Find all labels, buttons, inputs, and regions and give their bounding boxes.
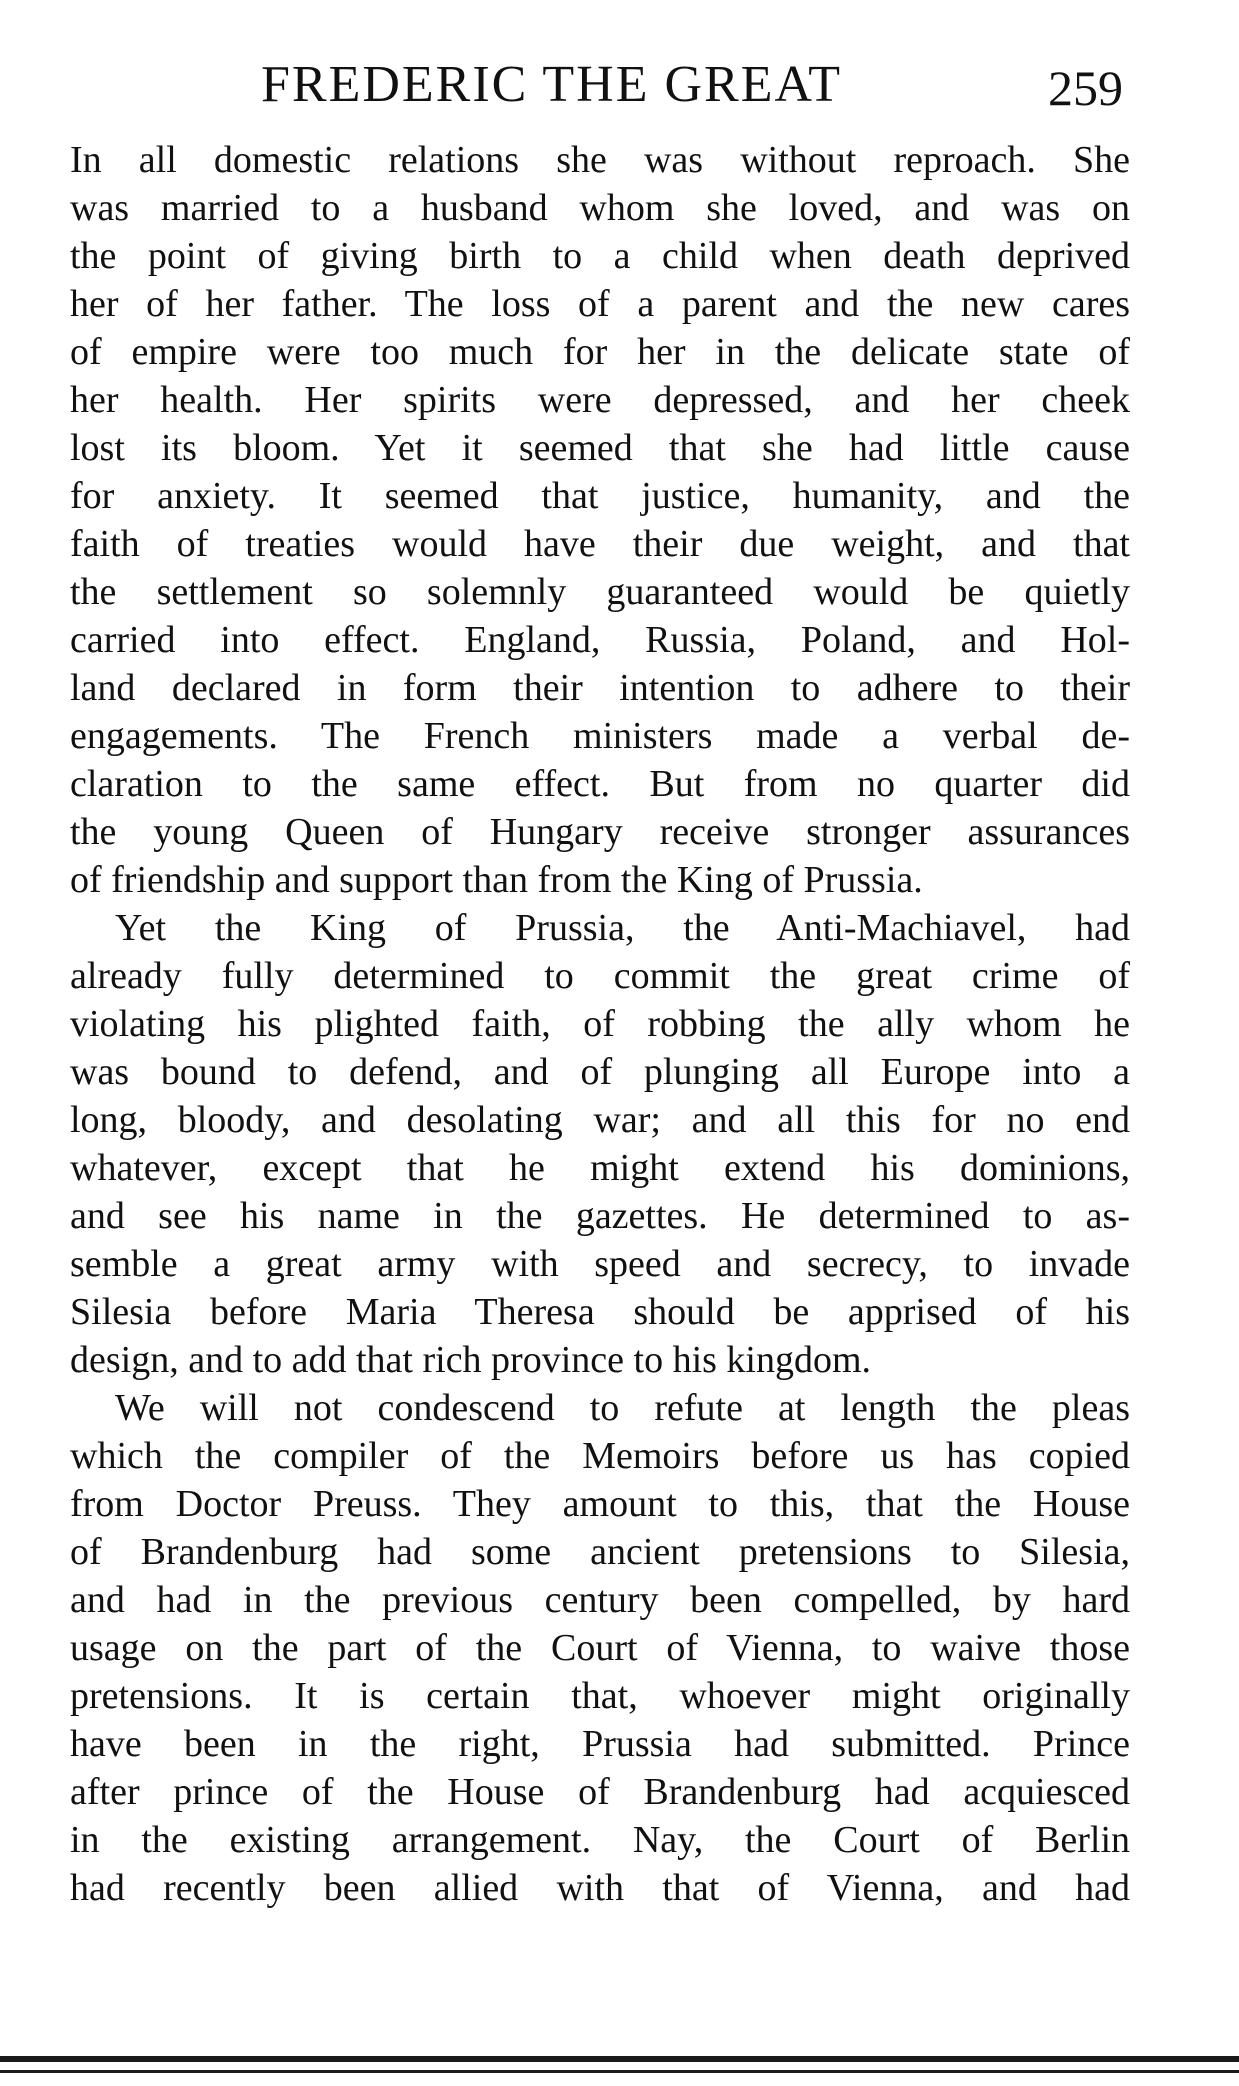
text-line: was married to a husband whom she loved, and was on (70, 187, 1130, 229)
page-number: 259 (1048, 60, 1123, 116)
text-line: Silesia before Maria Theresa should be apprised of his (70, 1291, 1130, 1333)
body-text (70, 136, 1130, 1912)
text-line: long, bloody, and desolating war; and all this for no end (70, 1099, 1130, 1141)
text-line: engagements. The French ministers made a verbal de- (70, 715, 1130, 757)
text-line: have been in the right, Prussia had submitted. Prince (70, 1723, 1130, 1765)
text-line: and had in the previous century been compelled, by hard (70, 1579, 1130, 1621)
text-line: whatever, except that he might extend his dominions, (70, 1147, 1130, 1189)
text-line: land declared in form their intention to adhere to their (70, 667, 1130, 709)
text-line: Yet the King of Prussia, the Anti-Machiavel, had (115, 907, 1130, 949)
text-line: which the compiler of the Memoirs before us has copied (70, 1435, 1130, 1477)
running-head (70, 50, 1130, 120)
text-line: the point of giving birth to a child when death deprived (70, 235, 1130, 277)
text-line: her health. Her spirits were depressed, and her cheek (70, 379, 1130, 421)
bottom-border-rule (0, 2056, 1239, 2062)
text-line: the young Queen of Hungary receive stronger assurances (70, 811, 1130, 853)
text-line: from Doctor Preuss. They amount to this, that the House (70, 1483, 1130, 1525)
text-line: her of her father. The loss of a parent and the new cares (70, 283, 1130, 325)
text-line: the settlement so solemnly guaranteed would be quietly (70, 571, 1130, 613)
text-line: of empire were too much for her in the delicate state of (70, 331, 1130, 373)
text-line: claration to the same effect. But from no quarter did (70, 763, 1130, 805)
text-line: design, and to add that rich province to his kingdom. (70, 1339, 872, 1381)
text-line: had recently been allied with that of Vienna, and had (70, 1867, 1130, 1909)
text-line: was bound to defend, and of plunging all Europe into a (70, 1051, 1130, 1093)
text-line: of Brandenburg had some ancient pretensions to Silesia, (70, 1531, 1130, 1573)
running-title: FREDERIC THE GREAT (260, 56, 843, 113)
text-line: in the existing arrangement. Nay, the Court of Berlin (70, 1819, 1130, 1861)
text-line: carried into effect. England, Russia, Poland, and Hol- (70, 619, 1130, 661)
text-line: already fully determined to commit the great crime of (70, 955, 1130, 997)
text-line: pretensions. It is certain that, whoever might originally (70, 1675, 1130, 1717)
text-line: lost its bloom. Yet it seemed that she had little cause (70, 427, 1130, 469)
text-line: of friendship and support than from the King of Prussia. (70, 859, 923, 901)
text-line: faith of treaties would have their due weight, and that (70, 523, 1130, 565)
text-line: and see his name in the gazettes. He determined to as- (70, 1195, 1130, 1237)
bottom-border-rule-thin (0, 2070, 1239, 2073)
text-line: We will not condescend to refute at length the pleas (115, 1387, 1130, 1429)
text-line: after prince of the House of Brandenburg had acquiesced (70, 1771, 1130, 1813)
text-line: In all domestic relations she was without reproach. She (70, 139, 1130, 181)
text-line: violating his plighted faith, of robbing the ally whom he (70, 1003, 1130, 1045)
text-line: for anxiety. It seemed that justice, humanity, and the (70, 475, 1130, 517)
text-line: semble a great army with speed and secrecy, to invade (70, 1243, 1130, 1285)
text-line: usage on the part of the Court of Vienna, to waive those (70, 1627, 1130, 1669)
